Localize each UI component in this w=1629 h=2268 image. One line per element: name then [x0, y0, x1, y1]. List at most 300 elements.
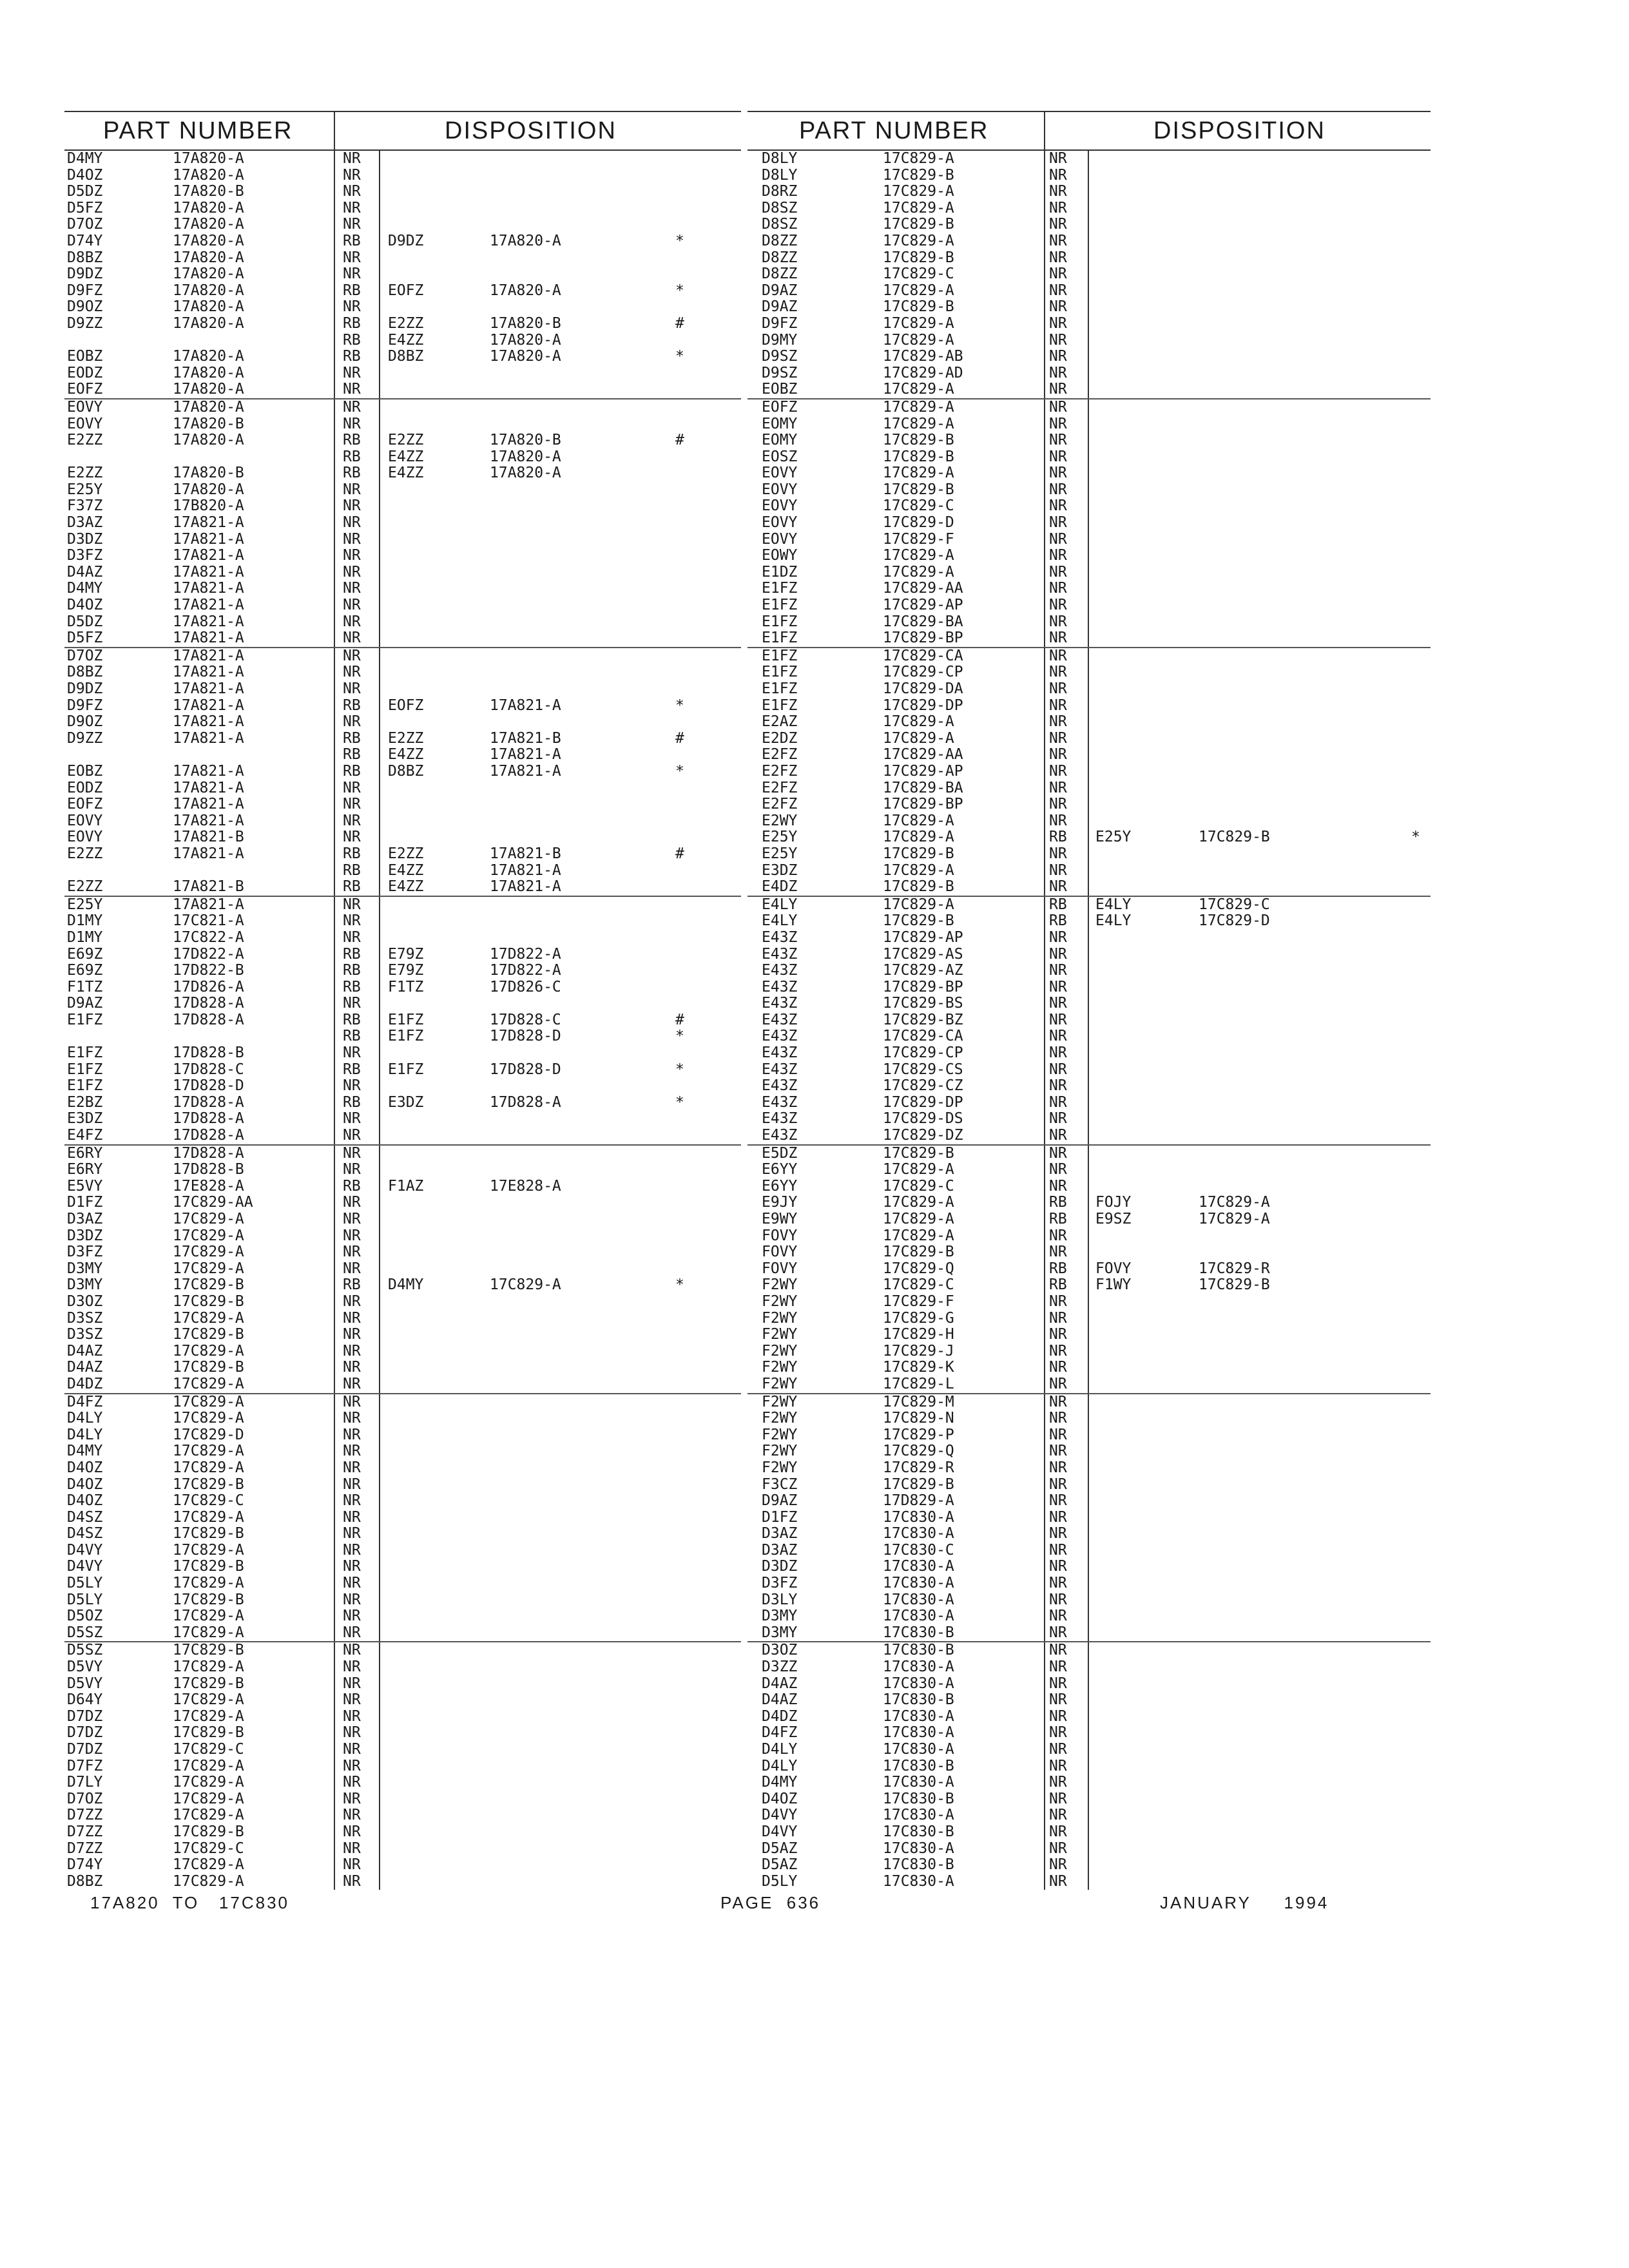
table-row: [64, 432, 741, 449]
part-number: 17C829-Q: [883, 1443, 954, 1460]
disposition-code: NR: [1049, 928, 1067, 946]
remark-mark: #: [675, 845, 684, 862]
part-number: 17C830-A: [883, 1774, 954, 1791]
part-number: 17A820-A: [173, 216, 244, 233]
replacement-number: 17A820-A: [490, 348, 561, 365]
part-number: 17C829-BS: [883, 995, 963, 1012]
disposition-code: NR: [1049, 1757, 1067, 1774]
disposition-code: NR: [1049, 629, 1067, 647]
table-row: [64, 963, 741, 979]
part-prefix: D5OZ: [67, 1608, 103, 1625]
disposition-code: NR: [343, 928, 361, 946]
part-prefix: D9FZ: [67, 282, 103, 299]
right-column: [747, 111, 1431, 1890]
disposition-code: NR: [1049, 796, 1067, 813]
table-row: [747, 1443, 1431, 1460]
part-prefix: EOMY: [762, 432, 798, 449]
table-row: [747, 1028, 1431, 1045]
part-prefix: EOBZ: [67, 762, 103, 780]
part-prefix: D4MY: [67, 1443, 103, 1460]
part-prefix: D3FZ: [762, 1575, 798, 1592]
disposition-code: NR: [343, 713, 361, 731]
table-row: [747, 1078, 1431, 1095]
disposition-code: NR: [1049, 1375, 1067, 1392]
replacement-prefix: E79Z: [388, 945, 424, 963]
part-number: 17C829-N: [883, 1410, 954, 1427]
part-prefix: F2WY: [762, 1375, 798, 1392]
table-row: [747, 1857, 1431, 1874]
table-row: [64, 398, 741, 416]
replacement-number: 17A821-A: [490, 697, 561, 714]
table-row: [64, 1427, 741, 1444]
disposition-code: NR: [1049, 1872, 1067, 1890]
part-number: 17C822-A: [173, 928, 244, 946]
part-prefix: D8LY: [762, 150, 798, 167]
disposition-code: NR: [1049, 1459, 1067, 1476]
table-row: [64, 1261, 741, 1278]
replacement-number: 17A821-A: [490, 878, 561, 896]
part-number: 17A821-A: [173, 613, 244, 630]
part-prefix: D3DZ: [762, 1558, 798, 1575]
table-row: [747, 233, 1431, 250]
table-row: [64, 995, 741, 1012]
table-row: [64, 630, 741, 647]
table-row: [747, 1460, 1431, 1477]
disposition-code: RB: [343, 1177, 361, 1195]
part-number: 17C830-A: [883, 1525, 954, 1542]
table-row: [64, 1393, 741, 1411]
part-number: 17C829-A: [883, 829, 954, 846]
part-prefix: D5FZ: [67, 199, 103, 216]
table-row: [747, 1725, 1431, 1742]
disposition-code: NR: [343, 547, 361, 564]
table-row: [64, 829, 741, 846]
part-prefix: D3SZ: [67, 1326, 103, 1343]
part-prefix: EOVY: [762, 530, 798, 548]
table-row: [64, 1526, 741, 1542]
disposition-code: NR: [343, 580, 361, 597]
disposition-code: NR: [1049, 199, 1067, 216]
table-row: [64, 1162, 741, 1178]
table-row: [747, 681, 1431, 698]
part-number: 17C829-P: [883, 1426, 954, 1443]
disposition-code: NR: [343, 1244, 361, 1261]
part-number: 17D828-A: [173, 1011, 244, 1028]
replacement-number: 17A821-B: [490, 729, 561, 747]
table-row: [64, 1195, 741, 1211]
disposition-code: RB: [343, 232, 361, 249]
part-prefix: D3OZ: [67, 1293, 103, 1310]
table-row: [747, 1807, 1431, 1824]
table-row: [64, 1542, 741, 1559]
part-prefix: D9AZ: [762, 1492, 798, 1510]
part-prefix: D1FZ: [762, 1508, 798, 1526]
disposition-code: NR: [343, 613, 361, 630]
part-prefix: E43Z: [762, 1028, 798, 1045]
part-prefix: F2WY: [762, 1459, 798, 1476]
replacement-number: 17D828-A: [490, 1093, 561, 1111]
part-prefix: D4MY: [67, 150, 103, 167]
disposition-code: RB: [343, 1011, 361, 1028]
part-number: 17C829-B: [883, 912, 954, 930]
part-number: 17C830-A: [883, 1807, 954, 1824]
replacement-number: 17A820-A: [490, 232, 561, 249]
part-number: 17A820-A: [173, 265, 244, 283]
part-prefix: E43Z: [762, 1044, 798, 1062]
part-prefix: EOFZ: [67, 796, 103, 813]
table-row: [747, 449, 1431, 466]
part-prefix: E1FZ: [762, 580, 798, 597]
part-number: 17C829-B: [173, 1276, 244, 1294]
part-prefix: D4AZ: [67, 1359, 103, 1376]
disposition-code: NR: [343, 1342, 361, 1360]
part-prefix: E69Z: [67, 945, 103, 963]
part-prefix: D4VY: [762, 1823, 798, 1840]
part-prefix: E1FZ: [762, 680, 798, 697]
part-number: 17C829-F: [883, 530, 954, 548]
part-number: 17C830-B: [883, 1790, 954, 1807]
replacement-prefix: E3DZ: [388, 1093, 424, 1111]
part-number: 17C829-B: [883, 845, 954, 862]
part-prefix: D7OZ: [67, 216, 103, 233]
disposition-code: NR: [343, 249, 361, 266]
part-number: 17C829-L: [883, 1375, 954, 1392]
disposition-code: NR: [343, 829, 361, 846]
part-prefix: F2WY: [762, 1276, 798, 1294]
disposition-code: NR: [1049, 1061, 1067, 1078]
part-number: 17C830-A: [883, 1872, 954, 1890]
replacement-number: 17C829-B: [1199, 1276, 1270, 1294]
disposition-code: NR: [343, 1410, 361, 1427]
table-row: [747, 1343, 1431, 1360]
part-number: 17C829-B: [173, 1525, 244, 1542]
table-row: [64, 1376, 741, 1393]
table-row: [64, 947, 741, 963]
part-prefix: D4OZ: [67, 597, 103, 614]
part-prefix: D4DZ: [762, 1707, 798, 1725]
part-prefix: D4AZ: [67, 563, 103, 581]
table-row: [747, 597, 1431, 614]
part-prefix: E1FZ: [762, 613, 798, 630]
table-row: [747, 564, 1431, 581]
table-row: [64, 780, 741, 797]
disposition-code: NR: [1049, 647, 1067, 664]
disposition-code: NR: [343, 1044, 361, 1062]
part-number: 17C829-BA: [883, 779, 963, 796]
part-prefix: E3DZ: [67, 1110, 103, 1128]
part-prefix: E2FZ: [762, 796, 798, 813]
disposition-code: NR: [343, 530, 361, 548]
part-prefix: D4LY: [762, 1741, 798, 1758]
part-prefix: D5VY: [67, 1658, 103, 1676]
table-row: [64, 299, 741, 316]
part-prefix: D8LY: [762, 166, 798, 184]
table-row: [747, 1311, 1431, 1327]
part-number: 17C830-A: [883, 1707, 954, 1725]
replacement-prefix: E2ZZ: [388, 314, 424, 332]
table-row: [64, 316, 741, 332]
part-prefix: D3MY: [762, 1624, 798, 1641]
part-number: 17C829-A: [173, 1774, 244, 1791]
table-row: [64, 813, 741, 830]
part-prefix: D9SZ: [762, 364, 798, 381]
remark-mark: #: [675, 314, 684, 332]
table-row: [64, 1460, 741, 1477]
part-number: 17C829-C: [883, 1276, 954, 1294]
disposition-code: NR: [343, 597, 361, 614]
disposition-code: NR: [343, 1359, 361, 1376]
part-prefix: D1MY: [67, 912, 103, 930]
table-row: [64, 1676, 741, 1693]
remark-mark: #: [675, 432, 684, 449]
part-number: 17C829-B: [173, 1591, 244, 1608]
table-row: [747, 416, 1431, 433]
disposition-code: NR: [343, 647, 361, 664]
disposition-code: NR: [1049, 1807, 1067, 1824]
table-row: [747, 1709, 1431, 1725]
part-number: 17C829-BP: [883, 978, 963, 995]
disposition-code: NR: [343, 1393, 361, 1410]
part-prefix: D5SZ: [67, 1624, 103, 1641]
table-row: [747, 398, 1431, 416]
part-prefix: E69Z: [67, 962, 103, 979]
table-row: [747, 1758, 1431, 1775]
replacement-prefix: EOFZ: [388, 697, 424, 714]
part-number: 17C829-A: [883, 1211, 954, 1227]
disposition-code: NR: [343, 1658, 361, 1676]
part-number: 17C829-B: [883, 432, 954, 449]
part-prefix: D4OZ: [67, 1475, 103, 1493]
part-number: 17C829-CA: [883, 1028, 963, 1045]
table-row: [747, 1427, 1431, 1444]
table-row: [747, 630, 1431, 647]
part-prefix: E43Z: [762, 1011, 798, 1028]
part-number: 17C829-AA: [883, 746, 963, 764]
part-prefix: E3DZ: [762, 861, 798, 879]
part-number: 17A820-A: [173, 249, 244, 266]
remark-mark: *: [675, 282, 684, 299]
part-prefix: E25Y: [67, 896, 103, 913]
disposition-code: NR: [343, 481, 361, 498]
disposition-code: NR: [1049, 664, 1067, 681]
part-number: 17C829-AA: [173, 1194, 253, 1211]
part-prefix: EOVY: [67, 398, 103, 416]
disposition-code: NR: [1049, 597, 1067, 614]
disposition-code: RB: [343, 1028, 361, 1045]
part-number: 17C821-A: [173, 912, 244, 930]
part-prefix: FOVY: [762, 1260, 798, 1277]
part-number: 17C829-H: [883, 1326, 954, 1343]
disposition-code: RB: [343, 1061, 361, 1078]
disposition-code: NR: [1049, 465, 1067, 482]
right-rows: [747, 151, 1431, 1890]
part-prefix: D4SZ: [67, 1508, 103, 1526]
part-prefix: D8RZ: [762, 183, 798, 200]
part-number: 17D828-B: [173, 1161, 244, 1178]
replacement-prefix: E4ZZ: [388, 861, 424, 879]
part-prefix: E2FZ: [762, 779, 798, 796]
disposition-code: NR: [1049, 580, 1067, 597]
disposition-code: NR: [1049, 166, 1067, 184]
disposition-code: NR: [1049, 448, 1067, 465]
part-number: 17C829-A: [173, 1410, 244, 1427]
replacement-prefix: E1FZ: [388, 1028, 424, 1045]
part-number: 17C829-DA: [883, 680, 963, 697]
table-row: [747, 515, 1431, 532]
table-row: [64, 1311, 741, 1327]
disposition-code: RB: [343, 762, 361, 780]
part-number: 17A820-A: [173, 364, 244, 381]
part-prefix: D4OZ: [762, 1790, 798, 1807]
disposition-code: NR: [1049, 1856, 1067, 1874]
part-prefix: EOWY: [762, 547, 798, 564]
disposition-code: NR: [1049, 861, 1067, 879]
disposition-heading: DISPOSITION: [1153, 117, 1325, 144]
part-number: 17C829-A: [883, 232, 954, 249]
disposition-code: NR: [343, 1790, 361, 1807]
disposition-code: NR: [1049, 1443, 1067, 1460]
table-row: [747, 896, 1431, 914]
disposition-code: NR: [343, 563, 361, 581]
table-row: [64, 1874, 741, 1890]
disposition-code: RB: [343, 978, 361, 995]
disposition-code: NR: [343, 199, 361, 216]
part-number: 17C830-A: [883, 1840, 954, 1857]
part-number: 17C829-A: [883, 150, 954, 167]
part-number: 17C829-B: [883, 1475, 954, 1493]
part-number: 17C829-BP: [883, 629, 963, 647]
table-row: [64, 532, 741, 548]
replacement-number: 17D828-D: [490, 1028, 561, 1045]
part-number: 17E828-A: [173, 1177, 244, 1195]
disposition-code: NR: [1049, 1724, 1067, 1742]
part-number: 17C829-B: [883, 298, 954, 316]
part-prefix: D9OZ: [67, 298, 103, 316]
part-prefix: E1FZ: [67, 1077, 103, 1095]
table-row: [747, 1277, 1431, 1294]
part-number: 17C829-A: [173, 1691, 244, 1709]
part-number: 17D822-A: [173, 945, 244, 963]
part-prefix: E9JY: [762, 1194, 798, 1211]
disposition-code: NR: [343, 1823, 361, 1840]
disposition-code: NR: [343, 1691, 361, 1709]
footer-range: 17A820 TO 17C830: [90, 1893, 290, 1912]
part-prefix: D7ZZ: [67, 1823, 103, 1840]
table-row: [64, 614, 741, 631]
part-prefix: D8SZ: [762, 199, 798, 216]
replacement-number: 17D822-A: [490, 962, 561, 979]
part-prefix: D5SZ: [67, 1642, 103, 1659]
part-prefix: D7DZ: [67, 1724, 103, 1742]
part-prefix: E6RY: [67, 1161, 103, 1178]
table-row: [747, 1045, 1431, 1062]
part-number: 17C829-DZ: [883, 1127, 963, 1144]
disposition-code: NR: [1049, 1426, 1067, 1443]
part-number: 17A820-A: [173, 199, 244, 216]
part-prefix: D9OZ: [67, 713, 103, 731]
disposition-code: NR: [343, 1724, 361, 1742]
disposition-code: NR: [343, 812, 361, 829]
part-prefix: E2ZZ: [67, 845, 103, 862]
table-row: [747, 1012, 1431, 1029]
part-prefix: EOVY: [762, 497, 798, 515]
disposition-code: NR: [1049, 1508, 1067, 1526]
part-number: 17C829-B: [173, 1293, 244, 1310]
remark-mark: #: [675, 1011, 684, 1028]
replacement-number: 17C829-D: [1199, 912, 1270, 930]
disposition-code: NR: [343, 779, 361, 796]
part-prefix: EOVY: [762, 514, 798, 532]
disposition-code: NR: [343, 1110, 361, 1128]
part-number: 17C829-CZ: [883, 1077, 963, 1095]
disposition-code: NR: [1049, 1475, 1067, 1493]
table-row: [64, 1692, 741, 1709]
part-number: 17C829-BA: [883, 613, 963, 630]
part-prefix: E2BZ: [67, 1093, 103, 1111]
part-prefix: D9FZ: [67, 697, 103, 714]
table-row: [747, 1791, 1431, 1808]
part-prefix: EOFZ: [762, 398, 798, 416]
disposition-code: NR: [1049, 364, 1067, 381]
part-number: 17C829-AZ: [883, 962, 963, 979]
replacement-number: 17A820-A: [490, 282, 561, 299]
disposition-code: NR: [1049, 415, 1067, 432]
table-row: [747, 1095, 1431, 1111]
table-row: [64, 913, 741, 930]
part-number: 17A821-B: [173, 829, 244, 846]
replacement-prefix: E4ZZ: [388, 331, 424, 349]
part-prefix: D3SZ: [67, 1309, 103, 1327]
disposition-code: NR: [343, 1807, 361, 1824]
table-row: [64, 1443, 741, 1460]
disposition-code: NR: [1049, 995, 1067, 1012]
disposition-code: NR: [343, 381, 361, 398]
part-prefix: F2WY: [762, 1293, 798, 1310]
table-row: [64, 1410, 741, 1427]
part-prefix: E43Z: [762, 928, 798, 946]
table-row: [64, 879, 741, 896]
part-prefix: E43Z: [762, 1061, 798, 1078]
disposition-code: NR: [343, 1624, 361, 1641]
disposition-code: RB: [343, 945, 361, 963]
disposition-code: NR: [1049, 1410, 1067, 1427]
table-row: [64, 416, 741, 433]
replacement-prefix: E4ZZ: [388, 448, 424, 465]
part-prefix: F2WY: [762, 1426, 798, 1443]
part-prefix: D5DZ: [67, 613, 103, 630]
part-prefix: F2WY: [762, 1342, 798, 1360]
table-row: [747, 216, 1431, 233]
table-row: [64, 1510, 741, 1526]
part-prefix: F3CZ: [762, 1475, 798, 1493]
part-number: 17C829-D: [883, 514, 954, 532]
part-prefix: D3FZ: [67, 547, 103, 564]
table-row: [747, 365, 1431, 382]
part-prefix: EOVY: [762, 481, 798, 498]
part-prefix: E4FZ: [67, 1127, 103, 1144]
disposition-code: NR: [343, 1757, 361, 1774]
table-row: [747, 168, 1431, 184]
part-prefix: EOVY: [762, 465, 798, 482]
disposition-code: NR: [1049, 713, 1067, 731]
part-prefix: EOVY: [67, 812, 103, 829]
table-row: [64, 1095, 741, 1111]
replacement-number: 17C829-C: [1199, 896, 1270, 913]
part-prefix: E2DZ: [762, 729, 798, 747]
table-row: [64, 465, 741, 482]
disposition-code: RB: [343, 861, 361, 879]
part-number: 17C829-CA: [883, 647, 963, 664]
